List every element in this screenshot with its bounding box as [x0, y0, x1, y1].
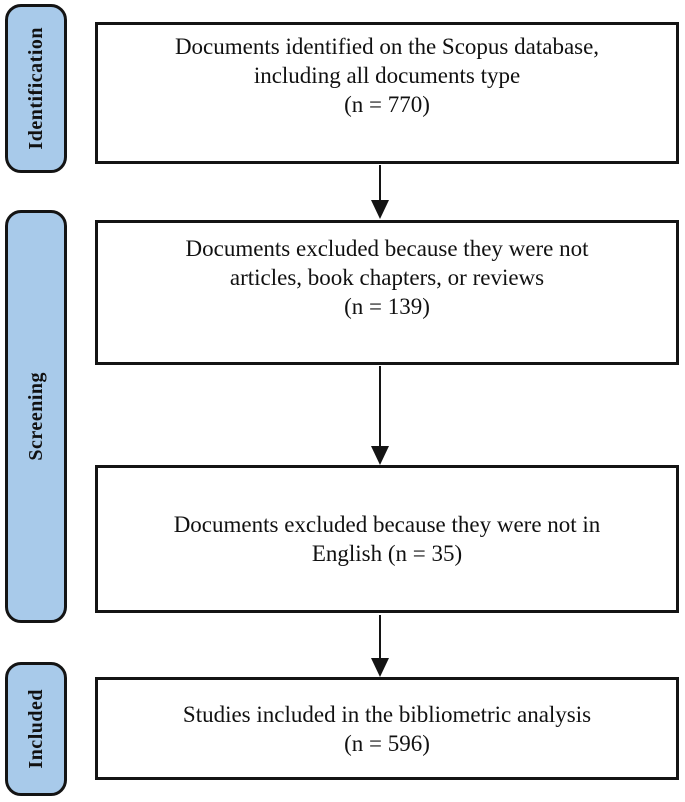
arrow-shaft [379, 615, 381, 658]
flow-box-count: (n = 596) [344, 730, 430, 756]
arrow-head [371, 200, 389, 219]
flow-box-text-line: Documents excluded because they were not [185, 236, 589, 261]
arrow-shaft [379, 165, 381, 200]
flow-box-text-line: Documents identified on the Scopus database, [174, 34, 600, 59]
flow-box-count: (n = 139) [344, 294, 430, 319]
flow-box-text-line: Studies included in the bibliometric analysis [182, 701, 592, 727]
flow-box-studies-included [95, 677, 679, 780]
flow-box-documents-identified [95, 22, 679, 164]
stage-label-included [5, 662, 67, 796]
arrow-head [371, 446, 389, 465]
down-arrow-icon [371, 366, 389, 465]
flow-box-text-line: including all documents type [253, 63, 521, 88]
down-arrow-icon [371, 165, 389, 219]
flow-box-text-line: English (n = 35) [311, 541, 463, 566]
down-arrow-icon [371, 615, 389, 677]
flow-box-text-line: Documents excluded because they were not in [173, 512, 601, 537]
stage-label-identification [5, 4, 67, 173]
flow-box-count: (n = 770) [344, 92, 430, 117]
stage-label-included-text: Included [24, 689, 47, 769]
arrow-head [371, 658, 389, 677]
flow-box-excluded-not-english [95, 465, 679, 613]
flow-box-text-line: articles, book chapters, or reviews [229, 265, 545, 290]
arrow-shaft [379, 366, 381, 446]
flow-box-excluded-document-type [95, 220, 679, 365]
stage-label-screening [5, 210, 67, 623]
stage-label-screening-text: Screening [24, 372, 47, 461]
stage-label-identification-text: Identification [24, 27, 47, 150]
